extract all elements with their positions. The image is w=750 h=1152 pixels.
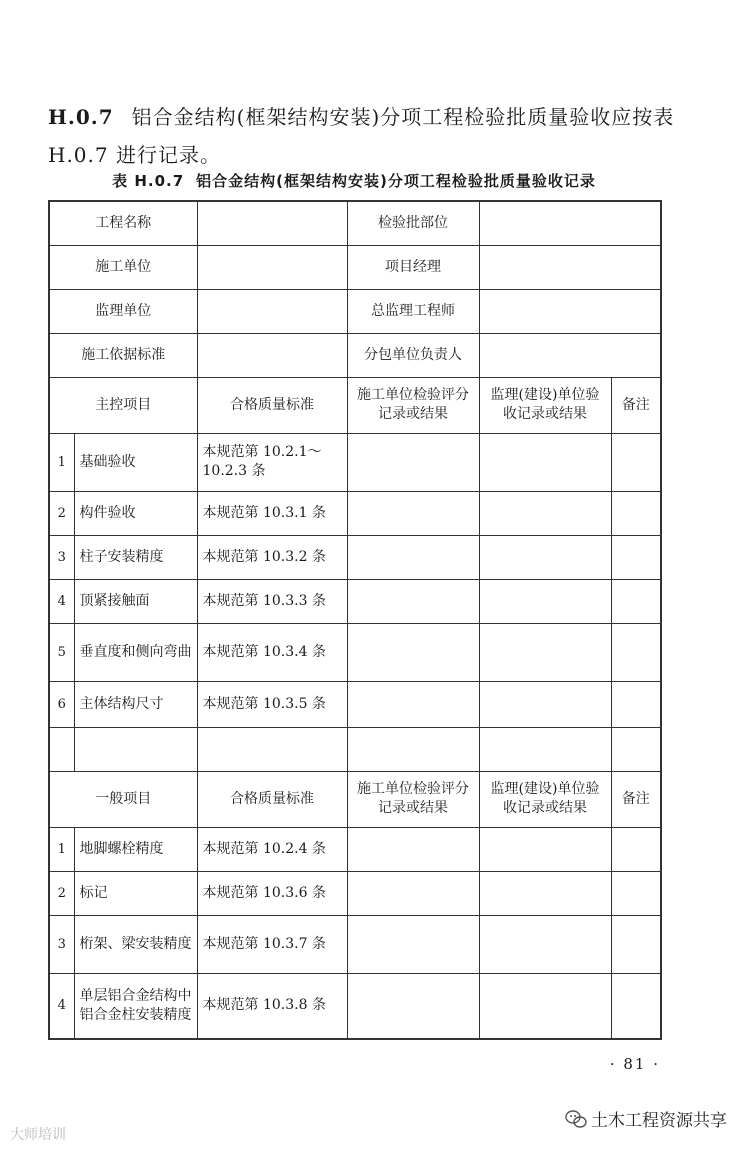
- header-value-cell: [197, 289, 347, 333]
- item-standard: 本规范第 10.3.4 条: [197, 623, 347, 681]
- page-number: · 81 ·: [609, 1055, 660, 1073]
- column-header-construction: 施工单位检验评分记录或结果: [347, 377, 479, 433]
- item-number: 3: [49, 915, 74, 973]
- remark-cell: [611, 623, 661, 681]
- item-name: 单层铝合金结构中铝合金柱安装精度: [74, 973, 197, 1039]
- remark-cell: [611, 491, 661, 535]
- item-standard: 本规范第 10.2.4 条: [197, 827, 347, 871]
- header-value-cell: [197, 201, 347, 245]
- item-standard: 本规范第 10.3.5 条: [197, 681, 347, 727]
- main-section-header-row: [49, 377, 661, 433]
- header-value-cell: [479, 333, 661, 377]
- wechat-icon: [565, 1109, 587, 1129]
- remark-cell: [611, 827, 661, 871]
- item-number: 4: [49, 973, 74, 1039]
- column-header-standard: 合格质量标准: [197, 771, 347, 827]
- table-number: 表 H.0.7: [112, 172, 185, 190]
- header-label: 工程名称: [49, 201, 197, 245]
- supervision-result-cell: [479, 973, 611, 1039]
- table-row: [49, 535, 661, 579]
- table-row: [49, 681, 661, 727]
- item-number: 5: [49, 623, 74, 681]
- header-value-cell: [479, 289, 661, 333]
- general-section-title: 一般项目: [49, 771, 197, 827]
- column-header-remark: 备注: [611, 377, 661, 433]
- item-standard: 本规范第 10.3.7 条: [197, 915, 347, 973]
- remark-cell: [611, 973, 661, 1039]
- item-number: 2: [49, 491, 74, 535]
- table-row: [49, 623, 661, 681]
- header-row: [49, 289, 661, 333]
- supervision-result-cell: [479, 579, 611, 623]
- column-header-standard: 合格质量标准: [197, 377, 347, 433]
- item-standard: 本规范第 10.3.3 条: [197, 579, 347, 623]
- table-row: [49, 871, 661, 915]
- remark-cell: [611, 871, 661, 915]
- supervision-result-cell: [479, 827, 611, 871]
- construction-result-cell: [347, 579, 479, 623]
- remark-cell: [611, 535, 661, 579]
- header-value-cell: [197, 333, 347, 377]
- construction-result-cell: [347, 827, 479, 871]
- construction-result-cell: [347, 433, 479, 491]
- item-number: 6: [49, 681, 74, 727]
- item-name: 主体结构尺寸: [74, 681, 197, 727]
- header-label: 项目经理: [347, 245, 479, 289]
- column-header-supervision: 监理(建设)单位验收记录或结果: [479, 377, 611, 433]
- item-name: 基础验收: [74, 433, 197, 491]
- item-name: 桁架、梁安装精度: [74, 915, 197, 973]
- column-header-remark: 备注: [611, 771, 661, 827]
- watermark-left: [10, 1124, 66, 1144]
- column-header-supervision: 监理(建设)单位验收记录或结果: [479, 771, 611, 827]
- general-section-header-row: [49, 771, 661, 827]
- supervision-result-cell: [479, 915, 611, 973]
- supervision-result-cell: [479, 491, 611, 535]
- empty-cell: [611, 727, 661, 771]
- construction-result-cell: [347, 535, 479, 579]
- supervision-result-cell: [479, 535, 611, 579]
- remark-cell: [611, 915, 661, 973]
- header-label: 施工单位: [49, 245, 197, 289]
- construction-result-cell: [347, 915, 479, 973]
- table-row: [49, 973, 661, 1039]
- item-standard: 本规范第 10.2.1～10.2.3 条: [197, 433, 347, 491]
- empty-cell: [49, 727, 74, 771]
- construction-result-cell: [347, 973, 479, 1039]
- table-row: [49, 915, 661, 973]
- item-standard: 本规范第 10.3.8 条: [197, 973, 347, 1039]
- construction-result-cell: [347, 491, 479, 535]
- acceptance-record-table: [48, 200, 662, 1040]
- header-value-cell: [197, 245, 347, 289]
- item-number: 1: [49, 827, 74, 871]
- table-row: [49, 433, 661, 491]
- header-value-cell: [479, 245, 661, 289]
- construction-result-cell: [347, 871, 479, 915]
- item-name: 顶紧接触面: [74, 579, 197, 623]
- construction-result-cell: [347, 681, 479, 727]
- item-number: 4: [49, 579, 74, 623]
- watermark-right-text: 土木工程资源共享: [591, 1111, 727, 1131]
- item-number: 3: [49, 535, 74, 579]
- supervision-result-cell: [479, 433, 611, 491]
- watermark-left-text: 大师培训: [10, 1127, 66, 1143]
- remark-cell: [611, 579, 661, 623]
- header-label: 监理单位: [49, 289, 197, 333]
- table-caption: [48, 170, 660, 191]
- supervision-result-cell: [479, 871, 611, 915]
- header-row: [49, 201, 661, 245]
- clause-number: H.0.7: [48, 105, 114, 129]
- header-label: 总监理工程师: [347, 289, 479, 333]
- table-row: [49, 491, 661, 535]
- table-row: [49, 579, 661, 623]
- header-row: [49, 245, 661, 289]
- main-section-title: 主控项目: [49, 377, 197, 433]
- header-label: 分包单位负责人: [347, 333, 479, 377]
- empty-cell: [74, 727, 197, 771]
- table-title: 铝合金结构(框架结构安装)分项工程检验批质量验收记录: [196, 172, 596, 190]
- intro-text: 铝合金结构(框架结构安装)分项工程检验批质量验收应按表 H.0.7 进行记录。: [48, 105, 675, 167]
- item-standard: 本规范第 10.3.6 条: [197, 871, 347, 915]
- construction-result-cell: [347, 623, 479, 681]
- item-standard: 本规范第 10.3.1 条: [197, 491, 347, 535]
- empty-row: [49, 727, 661, 771]
- table-row: [49, 827, 661, 871]
- supervision-result-cell: [479, 681, 611, 727]
- empty-cell: [479, 727, 611, 771]
- header-row: [49, 333, 661, 377]
- item-name: 柱子安装精度: [74, 535, 197, 579]
- watermark-right: [565, 1106, 727, 1131]
- header-label: 施工依据标准: [49, 333, 197, 377]
- remark-cell: [611, 433, 661, 491]
- supervision-result-cell: [479, 623, 611, 681]
- empty-cell: [197, 727, 347, 771]
- intro-paragraph: [48, 98, 688, 174]
- header-label: 检验批部位: [347, 201, 479, 245]
- item-number: 1: [49, 433, 74, 491]
- item-standard: 本规范第 10.3.2 条: [197, 535, 347, 579]
- item-name: 地脚螺栓精度: [74, 827, 197, 871]
- item-name: 垂直度和侧向弯曲: [74, 623, 197, 681]
- column-header-construction: 施工单位检验评分记录或结果: [347, 771, 479, 827]
- item-name: 标记: [74, 871, 197, 915]
- item-number: 2: [49, 871, 74, 915]
- empty-cell: [347, 727, 479, 771]
- item-name: 构件验收: [74, 491, 197, 535]
- header-value-cell: [479, 201, 661, 245]
- remark-cell: [611, 681, 661, 727]
